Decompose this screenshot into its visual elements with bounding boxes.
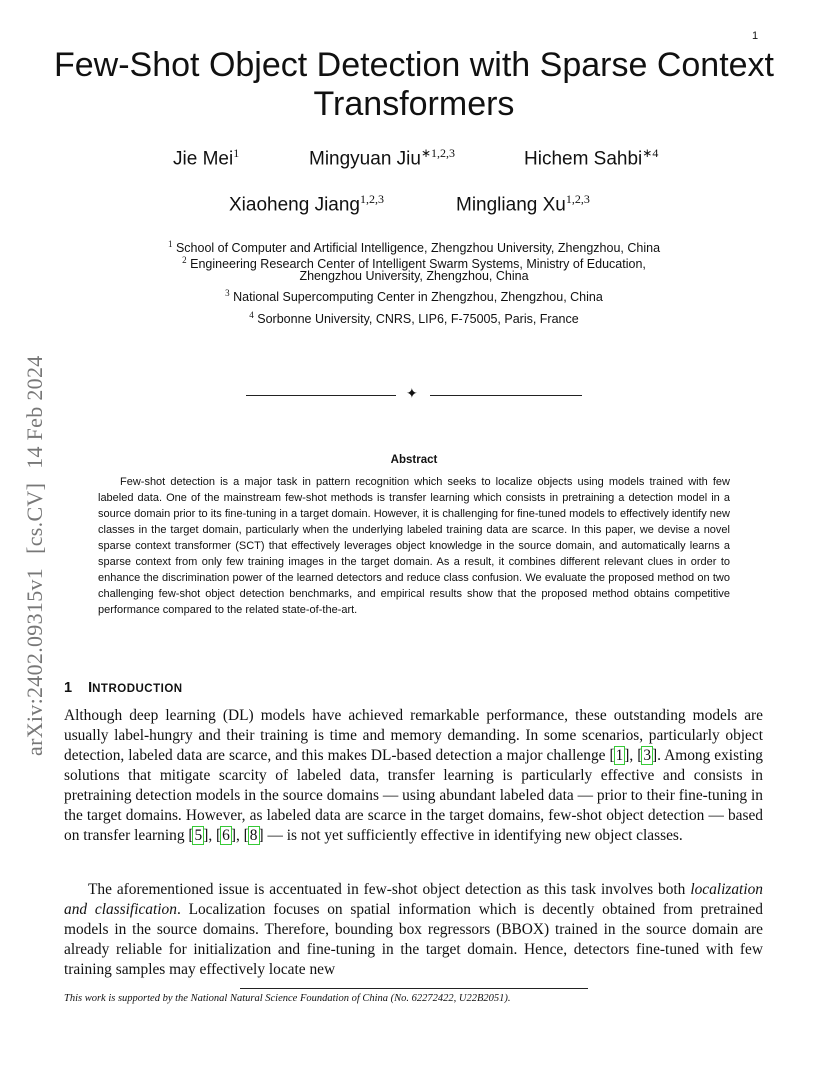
footnote-rule bbox=[240, 988, 588, 989]
intro-paragraph-1 bbox=[64, 706, 763, 846]
text-run: ], [ bbox=[230, 827, 249, 844]
section-number: 1 bbox=[64, 680, 73, 696]
author-name: Jie Mei bbox=[173, 148, 234, 170]
section-title-rest: NTRODUCTION bbox=[92, 683, 183, 695]
emphasis-text: localization and classification bbox=[64, 881, 763, 918]
author-sup: ∗1,2,3 bbox=[420, 146, 456, 160]
author-sup: 1 bbox=[233, 146, 240, 160]
page-number: 1 bbox=[752, 30, 759, 42]
affiliation-sup: 3 bbox=[225, 288, 230, 298]
abstract-text: Few-shot detection is a major task in pattern recognition which seeks to localize objects using models trained with few labeled data. One of the mainstream few-shot methods is transfer learning which consists in pretraining a detection model in a source domain prior to its fine-tuning in a target domain. However, it is challenging for fine-tuned models to effectively identify new classes in the target domain, particularly when the underlying labeled training data are scarce. In this paper, we devise a novel sparse context transformer (SCT) that effectively leverages object knowledge in the source domain, and automatically learns a sparse context from only few training images in the target domain. As a result, it combines different relevant clues in order to enhance the discrimination power of the learned detectors and reduce class confusion. We evaluate the proposed method on two challenging few-shot object detection benchmarks, and empirical results show that the proposed method obtains competitive performance compared to the related state-of-the-art. bbox=[98, 476, 730, 616]
section-heading bbox=[64, 680, 183, 696]
author-4 bbox=[229, 192, 384, 216]
citation-number: 6 bbox=[222, 827, 230, 844]
author-1 bbox=[173, 146, 239, 170]
citation-number: 1 bbox=[615, 747, 624, 764]
citation-link[interactable] bbox=[615, 747, 625, 764]
citation-link[interactable] bbox=[249, 827, 259, 844]
affiliation-text: Zhengzhou University, Zhengzhou, China bbox=[299, 269, 529, 283]
paper-title: Few-Shot Object Detection with Sparse Context Transformers bbox=[54, 46, 774, 123]
author-sup: 1,2,3 bbox=[565, 192, 590, 206]
arxiv-date: 14 Feb 2024 bbox=[22, 355, 47, 469]
text-run: ], [ bbox=[624, 747, 643, 764]
affiliation-text: School of Computer and Artificial Intelligence, Zhengzhou University, Zhengzhou, China bbox=[175, 241, 661, 256]
affiliation-4 bbox=[40, 307, 788, 328]
author-name: Xiaoheng Jiang bbox=[229, 194, 360, 216]
arxiv-id: arXiv:2402.09315v1 bbox=[22, 567, 47, 756]
author-5 bbox=[456, 192, 590, 216]
author-sup: ∗4 bbox=[642, 146, 659, 160]
arxiv-sidebar-stamp bbox=[22, 341, 48, 756]
divider-line-left bbox=[246, 395, 396, 396]
arxiv-category: [cs.CV] bbox=[22, 482, 47, 554]
affiliation-text: Engineering Research Center of Intelligent Swarm Systems, Ministry of Education, bbox=[190, 257, 646, 272]
footnote: This work is supported by the National Natural Science Foundation of China (No. 62272422, U22B2051). bbox=[64, 993, 511, 1004]
divider-line-right bbox=[430, 395, 582, 396]
author-3 bbox=[524, 146, 658, 170]
affiliation-text: Sorbonne University, CNRS, LIP6, F-75005, Paris, France bbox=[257, 312, 579, 327]
author-name: Hichem Sahbi bbox=[524, 148, 643, 170]
affiliation-sup: 2 bbox=[182, 255, 187, 265]
author-name: Mingyuan Jiu bbox=[309, 148, 421, 170]
abstract-heading: Abstract bbox=[390, 454, 438, 466]
text-run: . Localization focuses on spatial information which is decently obtained from pretrained models in the source domains. Therefore, bounding box regressors (BBOX) trained in the source domain are already reliable for initialization and fine-tuning in the target domain. Hence, detectors fine-tuned with few training samples may effectively locate new bbox=[64, 901, 763, 978]
citation-number: 3 bbox=[643, 747, 652, 764]
author-sup: 1,2,3 bbox=[360, 192, 384, 206]
affiliation-3 bbox=[40, 285, 788, 306]
affiliation-sup: 1 bbox=[167, 239, 173, 249]
affiliation-text: National Supercomputing Center in Zhengzhou, Zhengzhou, China bbox=[233, 290, 603, 305]
author-2 bbox=[309, 146, 455, 170]
text-run: The aforementioned issue is accentuated in few-shot object detection as this task involves both bbox=[88, 881, 691, 898]
citation-link[interactable] bbox=[193, 827, 203, 844]
citation-link[interactable] bbox=[221, 827, 231, 844]
text-run: Although deep learning (DL) models have achieved remarkable performance, these outstanding models are usually label-hungry and their training is time and memory demanding. In some scenarios, particularly object detection, labeled data are scarce, and this makes DL-based detection a major challenge [ bbox=[64, 707, 763, 764]
citation-number: 5 bbox=[194, 827, 203, 844]
divider-diamond-icon: ✦ bbox=[406, 385, 418, 401]
author-name: Mingliang Xu bbox=[456, 194, 566, 216]
intro-paragraph-2 bbox=[64, 880, 763, 980]
citation-link[interactable] bbox=[642, 747, 652, 764]
section-title-initial: I bbox=[88, 680, 93, 696]
text-run: ] — is not yet sufficiently effective in identifying new object classes. bbox=[258, 827, 683, 844]
text-run: ]. Among existing solutions that mitigate scarcity of labeled data, transfer learning is particularly effective and consists in pretraining detection models in the source domains — using abundant labeled data — prior to their fine-tuning in the target domains. However, as labeled data are scarce in the target domains, few-shot object detection — based on transfer learning [ bbox=[64, 747, 763, 844]
text-run: ], [ bbox=[203, 827, 222, 844]
citation-number: 8 bbox=[249, 827, 258, 844]
affiliation-2-cont bbox=[40, 268, 788, 285]
affiliation-sup: 4 bbox=[249, 310, 254, 320]
